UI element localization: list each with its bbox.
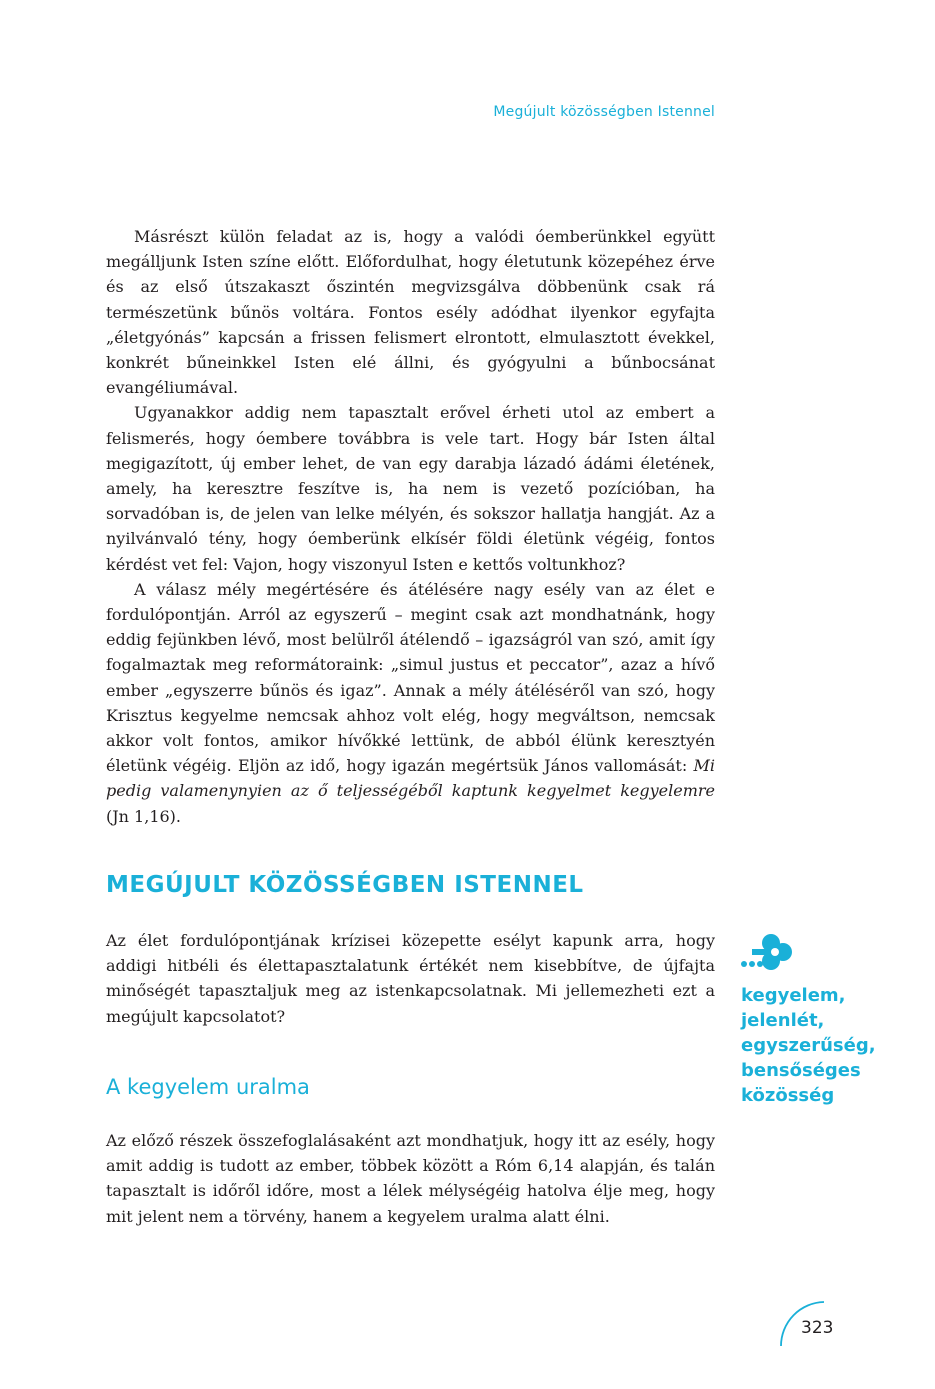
scripture-quote: Mi pedig valamenynyien az ő teljességéből kaptunk kegyelmet kegyelemre (106, 756, 715, 801)
subsection-body (106, 1128, 715, 1229)
paragraph: Másrészt külön feladat az is, hogy a valódi óemberünkkel együtt megálljunk Isten színe előtt. Előfordulhat, hogy életutunk közepéhez érve és az első útszakaszt őszintén megvizsgálva döbbenünk csak rá természetünk bűnös voltára. Fontos esély adódhat ilyenkor egyfajta „életgyónás” kapcsán a frissen felismert elrontott, elmulasztott évekkel, konkrét bűneinkkel Isten elé állni, és gyógyulni a bűnbocsánat evangéliumával. (106, 227, 715, 398)
key-icon (740, 932, 794, 972)
keyword: bensőséges (741, 1060, 861, 1081)
keyword: jelenlét, (741, 1010, 825, 1031)
paragraph (106, 577, 715, 829)
keyword: közösség (741, 1085, 835, 1106)
paragraph: Ugyanakkor addig nem tapasztalt erővel érheti utol az embert a felismerés, hogy óembere továbbra is vele tart. Hogy bár Isten által megigazított, új ember lehet, de van egy darabja lázadó ádámi életének, amely, ha keresztre feszítve is, ha nem is vezető pozícióban, ha sorvadóban is, de jelen van lelke mélyén, és sokszor hallatja hangját. Az a nyilvánvaló tény, hogy óemberünk elkísér földi életünk végéig, fontos kérdést vet fel: Vajon, hogy viszonyul Isten e kettős voltunkhoz? (106, 403, 715, 574)
scripture-reference: (Jn 1,16). (106, 806, 181, 826)
section-intro (106, 928, 715, 1029)
intro-text (106, 224, 715, 829)
page-number: 323 (801, 1318, 834, 1338)
keyword: kegyelem, (741, 985, 846, 1006)
paragraph: Az előző részek összefoglalásaként azt mondhatjuk, hogy itt az esély, hogy amit addig is tudott az ember, többek között a Róm 6,14 alapján, és talán tapasztalt is időről időre, most a lélek mélységéig hatolva élje meg, hogy mit jelent nem a törvény, hanem a kegyelem uralma alatt élni. (106, 1131, 715, 1226)
paragraph: Az élet fordulópontjának krízisei közepette esélyt kapunk arra, hogy addigi hitbéli és élettapasztalatunk értékét nem kisebbítve, de újfajta minőségét tapasztaljuk meg az istenkapcsolatnak. Mi jellemezheti ezt a megújult kapcsolatot? (106, 931, 715, 1026)
paragraph-text: A válasz mély megértésére és átélésére nagy esély van az élet e fordulópontján. Arról az egyszerű – megint csak azt mondhatnánk, hogy eddig fejünkben lévő, most belülről átélendő – igazságról van szó, amit így fogalmaztak meg reformátoraink: „simul justus et peccator”, azaz a hívő ember „egyszerre bűnös és igaz”. Annak a mély átéléséről van szó, hogy Krisztus kegyelme nemcsak ahhoz volt elég, hogy megváltson, nemcsak akkor volt fontos, amikor hívőkké lettünk, de abból élünk keresztyén életünk végéig. Eljön az idő, hogy igazán megértsük János vallomását: (106, 579, 715, 776)
keyword-list (741, 983, 876, 1108)
section-title: MEGÚJULT KÖZÖSSÉGBEN ISTENNEL (106, 872, 584, 898)
running-head: Megújult közösségben Istennel (493, 104, 715, 120)
keyword: egyszerűség, (741, 1035, 876, 1056)
subsection-title: A kegyelem uralma (106, 1075, 310, 1099)
